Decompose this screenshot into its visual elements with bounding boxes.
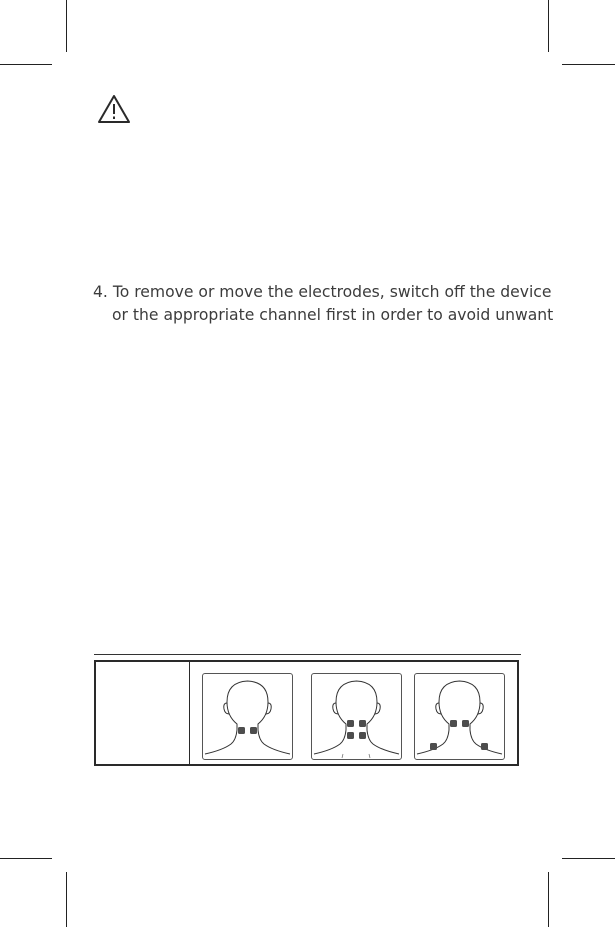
crop-mark-bottom-left-v (66, 872, 67, 927)
electrode-pad (359, 732, 366, 739)
crop-mark-top-right-v (548, 0, 549, 52)
electrode-pad (347, 732, 354, 739)
electrode-pad (359, 720, 366, 727)
crop-mark-bottom-left-h (0, 858, 52, 859)
paragraph-line-2: or the appropriate channel first in order to avoid unwant (112, 306, 554, 324)
electrode-pad (481, 743, 488, 750)
electrode-pad (238, 727, 245, 734)
crop-mark-top-right-h (562, 64, 615, 65)
section-divider (94, 654, 521, 655)
head-neck-illustration (312, 674, 401, 759)
crop-mark-bottom-right-h (562, 858, 615, 859)
instruction-paragraph (93, 281, 554, 327)
head-neck-illustration (203, 674, 292, 759)
table-label-cell (96, 662, 190, 764)
paragraph-number: 4. (93, 283, 108, 301)
electrode-pad (347, 720, 354, 727)
paragraph-line-1: To remove or move the electrodes, switch off the device (112, 283, 552, 301)
crop-mark-top-left-h (0, 64, 52, 65)
electrode-pad (450, 720, 457, 727)
electrode-placement-table (94, 660, 519, 766)
electrode-pad (250, 727, 257, 734)
neck-placement-4-electrodes (311, 673, 402, 760)
electrode-pad (462, 720, 469, 727)
crop-mark-top-left-v (66, 0, 67, 52)
neck-shoulder-placement-4-electrodes (414, 673, 505, 760)
crop-mark-bottom-right-v (548, 872, 549, 927)
neck-placement-2-electrodes (202, 673, 293, 760)
head-neck-illustration (415, 674, 504, 759)
electrode-pad (430, 743, 437, 750)
warning-triangle-icon (97, 94, 131, 124)
